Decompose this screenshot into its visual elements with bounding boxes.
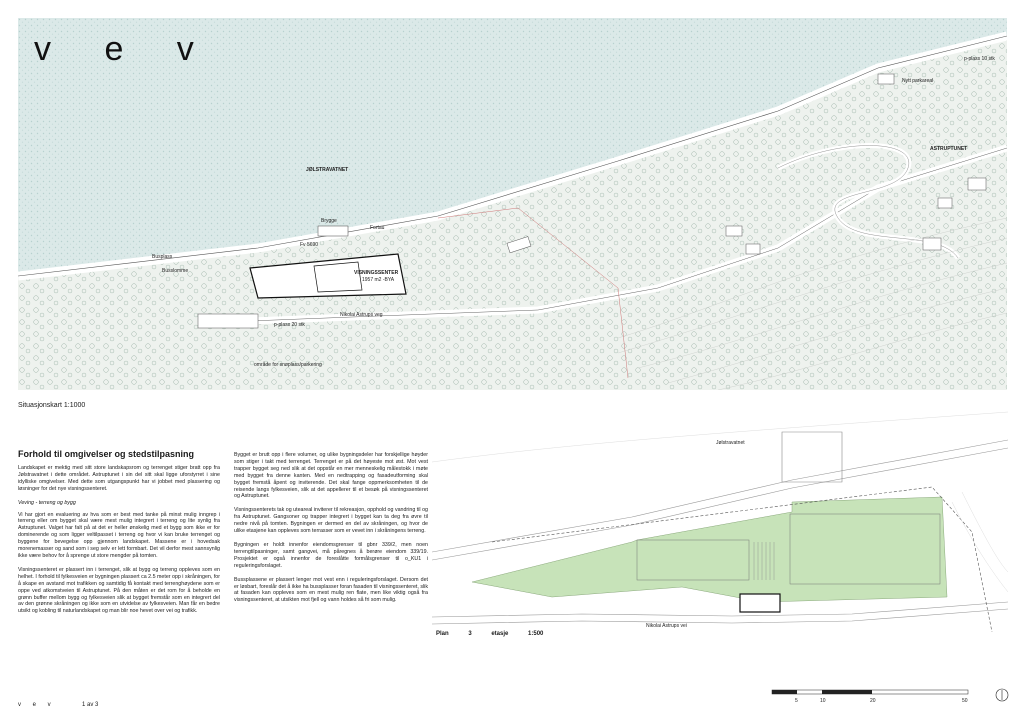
text-column-1	[18, 465, 220, 622]
subheading: Veving - terreng og bygg	[18, 499, 76, 506]
paragraph: Landskapet er mektig med sitt store landskapsrom og terrenget stiger bratt opp fra Jølstravatnet i dette området. Astruptunet i sin del sitt skal ligge uforstyrret i sine idylliske omgivelser. Med dette som utgangspunkt har vi jobbet med plassering og løsninger for det nye visningssenteret.	[18, 465, 220, 492]
plan-lake-label: Jølstravatnet	[716, 440, 745, 446]
busslomme-label: Busslomme	[162, 268, 189, 274]
visningssenter-area-label: 1957 m2 -BYA	[362, 277, 395, 283]
parking-20-label: p-plass 20 stk	[274, 322, 305, 328]
brygge-label: Brygge	[321, 218, 337, 224]
astruptunet-label: ASTRUPTUNET	[930, 146, 968, 152]
scale-tick: 5	[795, 698, 798, 704]
plan-caption	[436, 631, 543, 637]
new-parking-label: Nytt parkareal	[902, 78, 934, 84]
scale-tick: 50	[962, 698, 968, 704]
site-map	[18, 18, 1007, 390]
visningssenter-label: VISNINGSSENTER	[354, 270, 399, 276]
fv-label: Fv 5690	[300, 242, 319, 248]
scale-tick: 10	[820, 698, 826, 704]
paragraph: Vi har gjort en evaluering av hva som er best med tanke på minst mulig inngrep i terreng eller om bygget skal være mest mulig integrert i terreng og lite synlig fra Astruptunet. Valget har falt på at det er heller ønskelig med et bygg som ikke er for dominerende og som ligger veltilpasset i terreng og hvor vi kan bruke terrenget og byggene for bevegelse opp gjennom landskapet. Massene er i hovedsak morenemasser og sand som i seg selv er lett formbart. Det vil derfor mest sannsynlig ikke være behov for å sprenge ut store mengder på tomten.	[18, 511, 220, 559]
parking-10-label: p-plass 10 stk	[964, 56, 995, 62]
busplass-label: Busplass	[152, 254, 173, 260]
plan-road-label: Nikolai Astrups vei	[646, 623, 687, 629]
text-column-2	[234, 452, 428, 611]
footer-logo: v e v	[18, 702, 56, 708]
lake-label: JØLSTRAVATNET	[306, 167, 349, 173]
fortau-label: Fortau	[370, 225, 385, 231]
north-arrow-icon	[995, 688, 1009, 702]
paragraph: Bygningen er holdt innenfor eiendomsgrenser til gbnr 339/2, men noen terrengtilpasninger, samt gangvei, må påregnes å berøre eiendom 339/19. Prosjektet er også innenfor de foreslåtte formålsgrenser til o_KU1 i reguleringsforslaget.	[234, 541, 428, 569]
snow-area-label: område for snøplass/parkering	[254, 362, 322, 368]
plan-caption-scale: 1:500	[528, 631, 544, 637]
logo: v e v	[34, 30, 216, 68]
scale-bar-graphic	[770, 688, 970, 698]
scale-tick: 20	[870, 698, 876, 704]
road-label: Nikolai Astrups veg	[340, 312, 383, 318]
paragraph: Bussplassene er plassert lenger mot vest enn i reguleringsforslaget. Dersom det er løsbart, foreslår det å ikke ha bussplasser foran fasaden til visningssenteret, slik at fasaden kan oppleves som en mest mulig ren flate, men like viktig også fra visningssenteret, at utsikten mot fjell og vann holdes så fri som mulig.	[234, 576, 428, 604]
paragraph: Visningssenteret er plassert inn i terrenget, slik at bygg og terreng oppleves som en helhet. I forhold til fylkesveien er bygningen plassert ca 2.5 meter opp i skråningen, for å skape en avstand mot trafikken og samtidig få kontakt med terrenghøydene som er oppe ved atkomstveien til Astruptunet. På den måten er det rom for å beholde en grønn buffer mellom bygg og fylkesveien slik at bygget fremstår som en integrert del av den grønne skråningen og ikke som en utvidelse av fylkesveien. Man får en bedre utsikt og kobling til naturlandskapet og man blir noe hevet over vei og trafikk.	[18, 566, 220, 615]
paragraph: Visningssenterets tak og uteareal inviterer til rekreasjon, opphold og vandring til og fra Astruptunet. Gangsoner og trapper integrert i bygget kan ta deg fra øvre til nedre nivå på tomten. Bygningen er dermed en del av skråningen, og hvor de ulike etasjene kan oppleves som terrasser som er vevet inn i skråningens terreng.	[234, 507, 428, 535]
section-heading: Forhold til omgivelser og stedstilpasning	[18, 449, 195, 459]
floor-plan-drawing	[432, 402, 1008, 632]
plan-caption-title: Plan 3 etasje	[436, 631, 509, 637]
scale-bar	[770, 688, 970, 706]
site-map-drawing	[18, 18, 1007, 390]
page-number: 1 av 3	[82, 702, 99, 708]
site-map-caption: Situasjonskart 1:1000	[18, 402, 86, 409]
floor-plan	[432, 402, 1008, 632]
paragraph: Bygget er brutt opp i flere volumer, og ulike bygningsdeler har forskjellige høyder som stiger i takt med terrenget. Terrenget er på det høyeste mot øst. Mot vest trapper bygget seg ned slik at det oppstår en mer menneskelig målestokk i møte med bygget fra denne kanten. Med en nedtrapping og fasadeutforming skal bygget fremstå åpent og inviterende. Det skal fange oppmerksomheten til de reisende langs fylkesveien, slik at det appellerer til et besøk på visningssenteret og Astruptunet.	[234, 452, 428, 500]
